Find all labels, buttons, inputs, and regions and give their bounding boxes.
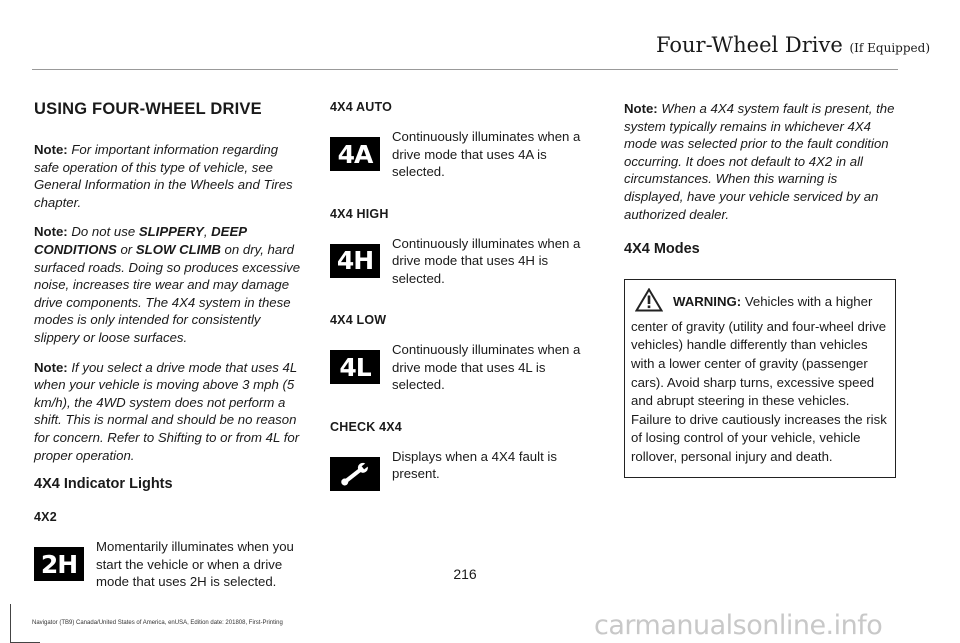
page-header-title xyxy=(0,33,930,57)
warning-text: Vehicles with a higher center of gravity (utility and four-wheel drive vehicles) handle differently than vehicles with a lower center of gravity (passenger cars). Avoid sharp turns, excessive speed and abrupt steering in these vehicles. Failure to drive cautiously increases the risk of losing control of your vehicle, vehicle rollover, personal injury and death. xyxy=(631,294,887,464)
note-safety xyxy=(34,141,306,211)
indicator-label-4x4-low: 4X4 LOW xyxy=(330,313,387,327)
note-text: For important information regarding safe operation of this type of vehicle, see General Information in the Wheels and Tires chapter. xyxy=(34,142,293,210)
note-label: Note: xyxy=(34,359,68,375)
warning-label: WARNING: xyxy=(673,294,742,310)
warning-box xyxy=(624,279,896,477)
crop-mark xyxy=(10,604,11,643)
note-label: Note: xyxy=(34,142,68,157)
wrench-icon xyxy=(330,457,380,491)
column-left xyxy=(34,96,306,617)
note-fault xyxy=(624,100,896,223)
footer-edition-info: Navigator (TB9) Canada/United States of America, enUSA, Edition date: 201808, First-Printing xyxy=(32,620,283,626)
indicator-4x4-auto xyxy=(330,128,592,181)
note-text: on dry, hard surfaced roads. Doing so produces excessive noise, increases tire wear and may damage drive components. The 4X4 system in these modes is only intended for consistently slippery or loose surfaces. xyxy=(34,241,301,345)
indicator-description: Continuously illuminates when a drive mode that uses 4A is selected. xyxy=(392,129,581,179)
warning-triangle-icon xyxy=(635,288,663,318)
mode-name-slippery: SLIPPERY xyxy=(138,224,204,240)
page-number: 216 xyxy=(453,566,477,582)
indicator-description: Continuously illuminates when a drive mode that uses 4H is selected. xyxy=(392,235,581,286)
watermark: carmanualsonline.info xyxy=(594,610,883,641)
4l-indicator-icon: 4L xyxy=(330,350,380,384)
section-title: USING FOUR-WHEEL DRIVE xyxy=(34,100,262,118)
header-title-text: Four-Wheel Drive xyxy=(655,33,843,57)
indicator-label-4x4-high: 4X4 HIGH xyxy=(330,206,389,221)
note-4l-shift xyxy=(34,359,306,465)
column-middle xyxy=(330,96,592,517)
note-text: If you select a drive mode that uses 4L when your vehicle is moving above 3 mph (5 km/h), the 4WD system does not perform a shift. This is normal and should be no reason for concern. Refer to Shifting to or from 4L for proper operation. xyxy=(34,359,300,463)
indicator-description: Momentarily illuminates when you start the vehicle or when a drive mode that uses 2H is selected. xyxy=(96,539,294,590)
note-text: Do not use xyxy=(71,224,136,240)
modes-heading: 4X4 Modes xyxy=(624,241,700,258)
column-right xyxy=(624,96,896,478)
note-label: Note: xyxy=(34,224,68,240)
note-slippery xyxy=(34,223,306,346)
indicator-label-check-4x4: CHECK 4X4 xyxy=(330,419,402,434)
mode-name-deep-conditions: DEEP CONDITIONS xyxy=(34,224,247,257)
header-title-suffix: (If Equipped) xyxy=(849,41,930,55)
4h-indicator-icon: 4H xyxy=(330,244,380,278)
indicator-4x4-low xyxy=(330,341,592,394)
indicator-description: Continuously illuminates when a drive mode that uses 4L is selected. xyxy=(392,342,581,392)
note-comma: , xyxy=(203,224,208,240)
indicator-lights-heading: 4X4 Indicator Lights xyxy=(34,476,173,493)
2h-indicator-icon: 2H xyxy=(34,547,84,581)
note-label: Note: xyxy=(624,101,658,116)
indicator-description: Displays when a 4X4 fault is present. xyxy=(392,448,557,481)
4a-indicator-icon: 4A xyxy=(330,137,380,171)
indicator-4x2 xyxy=(34,538,306,591)
indicator-check-4x4 xyxy=(330,448,592,491)
note-text: When a 4X4 system fault is present, the system typically remains in whichever 4X4 mode was selected prior to the fault condition occurring. It does not default to 4X2 in all circumstances. When this warning is displayed, have your vehicle serviced by an authorized dealer. xyxy=(624,101,895,222)
indicator-4x4-high xyxy=(330,235,592,288)
indicator-label-4x4-auto: 4X4 AUTO xyxy=(330,100,393,114)
mode-name-slow-climb: SLOW CLIMB xyxy=(135,241,221,257)
header-divider xyxy=(32,69,898,70)
indicator-label-4x2: 4X2 xyxy=(34,510,57,525)
note-text: or xyxy=(120,241,133,257)
